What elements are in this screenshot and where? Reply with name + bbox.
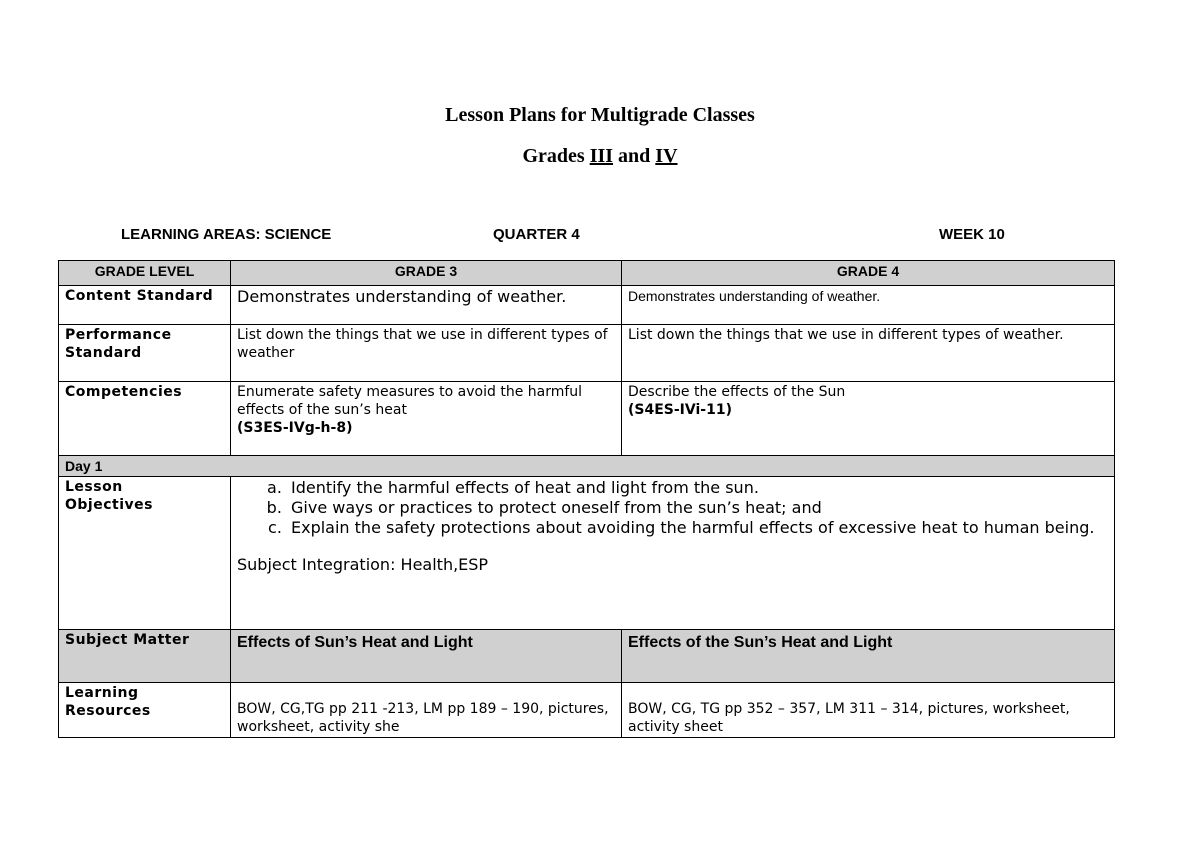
day-label: Day 1 [59,456,1115,477]
competencies-g3 [231,382,622,456]
subject-matter-label: Subject Matter [59,630,231,683]
performance-standard-label [59,325,231,382]
resources-label-1: Learning [65,685,139,701]
competencies-g3-code: (S3ES-IVg-h-8) [237,420,353,436]
performance-standard-g3: List down the things that we use in different types of weather [231,325,622,382]
header-grade-4: GRADE 4 [622,261,1115,286]
header-row [59,261,1115,286]
subtitle-and: and [613,145,656,167]
performance-label-2: Standard [65,345,142,361]
subject-matter-row [59,630,1115,683]
week: WEEK 10 [939,226,1005,243]
content-standard-row [59,286,1115,325]
resources-label-2: Resources [65,703,151,719]
performance-standard-g4: List down the things that we use in different types of weather. [622,325,1115,382]
competencies-g4-code: (S4ES-IVi-11) [628,402,732,418]
objectives-label-1: Lesson [65,479,123,495]
lesson-plan-table [58,260,1115,738]
competencies-row [59,382,1115,456]
content-standard-g4: Demonstrates understanding of weather. [622,286,1115,325]
objectives-label-2: Objectives [65,497,153,513]
content-standard-g3: Demonstrates understanding of weather. [231,286,622,325]
competencies-g4 [622,382,1115,456]
subject-matter-g4: Effects of the Sun’s Heat and Light [622,630,1115,683]
grade-iii: III [589,145,614,167]
objective-item: c. Explain the safety protections about avoiding the harmful effects of excessive heat to human being. [287,518,1108,538]
lesson-objectives-row [59,477,1115,630]
competencies-label: Competencies [59,382,231,456]
performance-standard-row [59,325,1115,382]
lesson-objectives-content [231,477,1115,630]
document-title: Lesson Plans for Multigrade Classes [445,104,755,126]
document-subtitle [0,145,1200,168]
learning-resources-g3: BOW, CG,TG pp 211 -213, LM pp 189 – 190, pictures, worksheet, activity she [231,683,622,738]
learning-resources-row [59,683,1115,738]
lesson-objectives-label [59,477,231,630]
subtitle-prefix: Grades [522,145,590,167]
learning-areas: LEARNING AREAS: SCIENCE [121,226,332,243]
grade-iv: IV [655,145,678,167]
subject-matter-g3: Effects of Sun’s Heat and Light [231,630,622,683]
quarter: QUARTER 4 [493,226,580,243]
objective-item: a. Identify the harmful effects of heat and light from the sun. [287,478,1108,498]
objectives-list [237,478,1108,538]
learning-resources-g4: BOW, CG, TG pp 352 – 357, LM 311 – 314, pictures, worksheet, activity sheet [622,683,1115,738]
competencies-g3-text: Enumerate safety measures to avoid the harmful effects of the sun’s heat [237,384,583,418]
subject-integration: Subject Integration: Health,ESP [237,555,489,574]
performance-label-1: Performance [65,327,172,343]
objective-item: b. Give ways or practices to protect oneself from the sun’s heat; and [287,498,1108,518]
header-grade-level: GRADE LEVEL [59,261,231,286]
learning-resources-label [59,683,231,738]
competencies-g4-text: Describe the effects of the Sun [628,384,846,400]
content-standard-label: Content Standard [59,286,231,325]
day-row [59,456,1115,477]
header-grade-3: GRADE 3 [231,261,622,286]
